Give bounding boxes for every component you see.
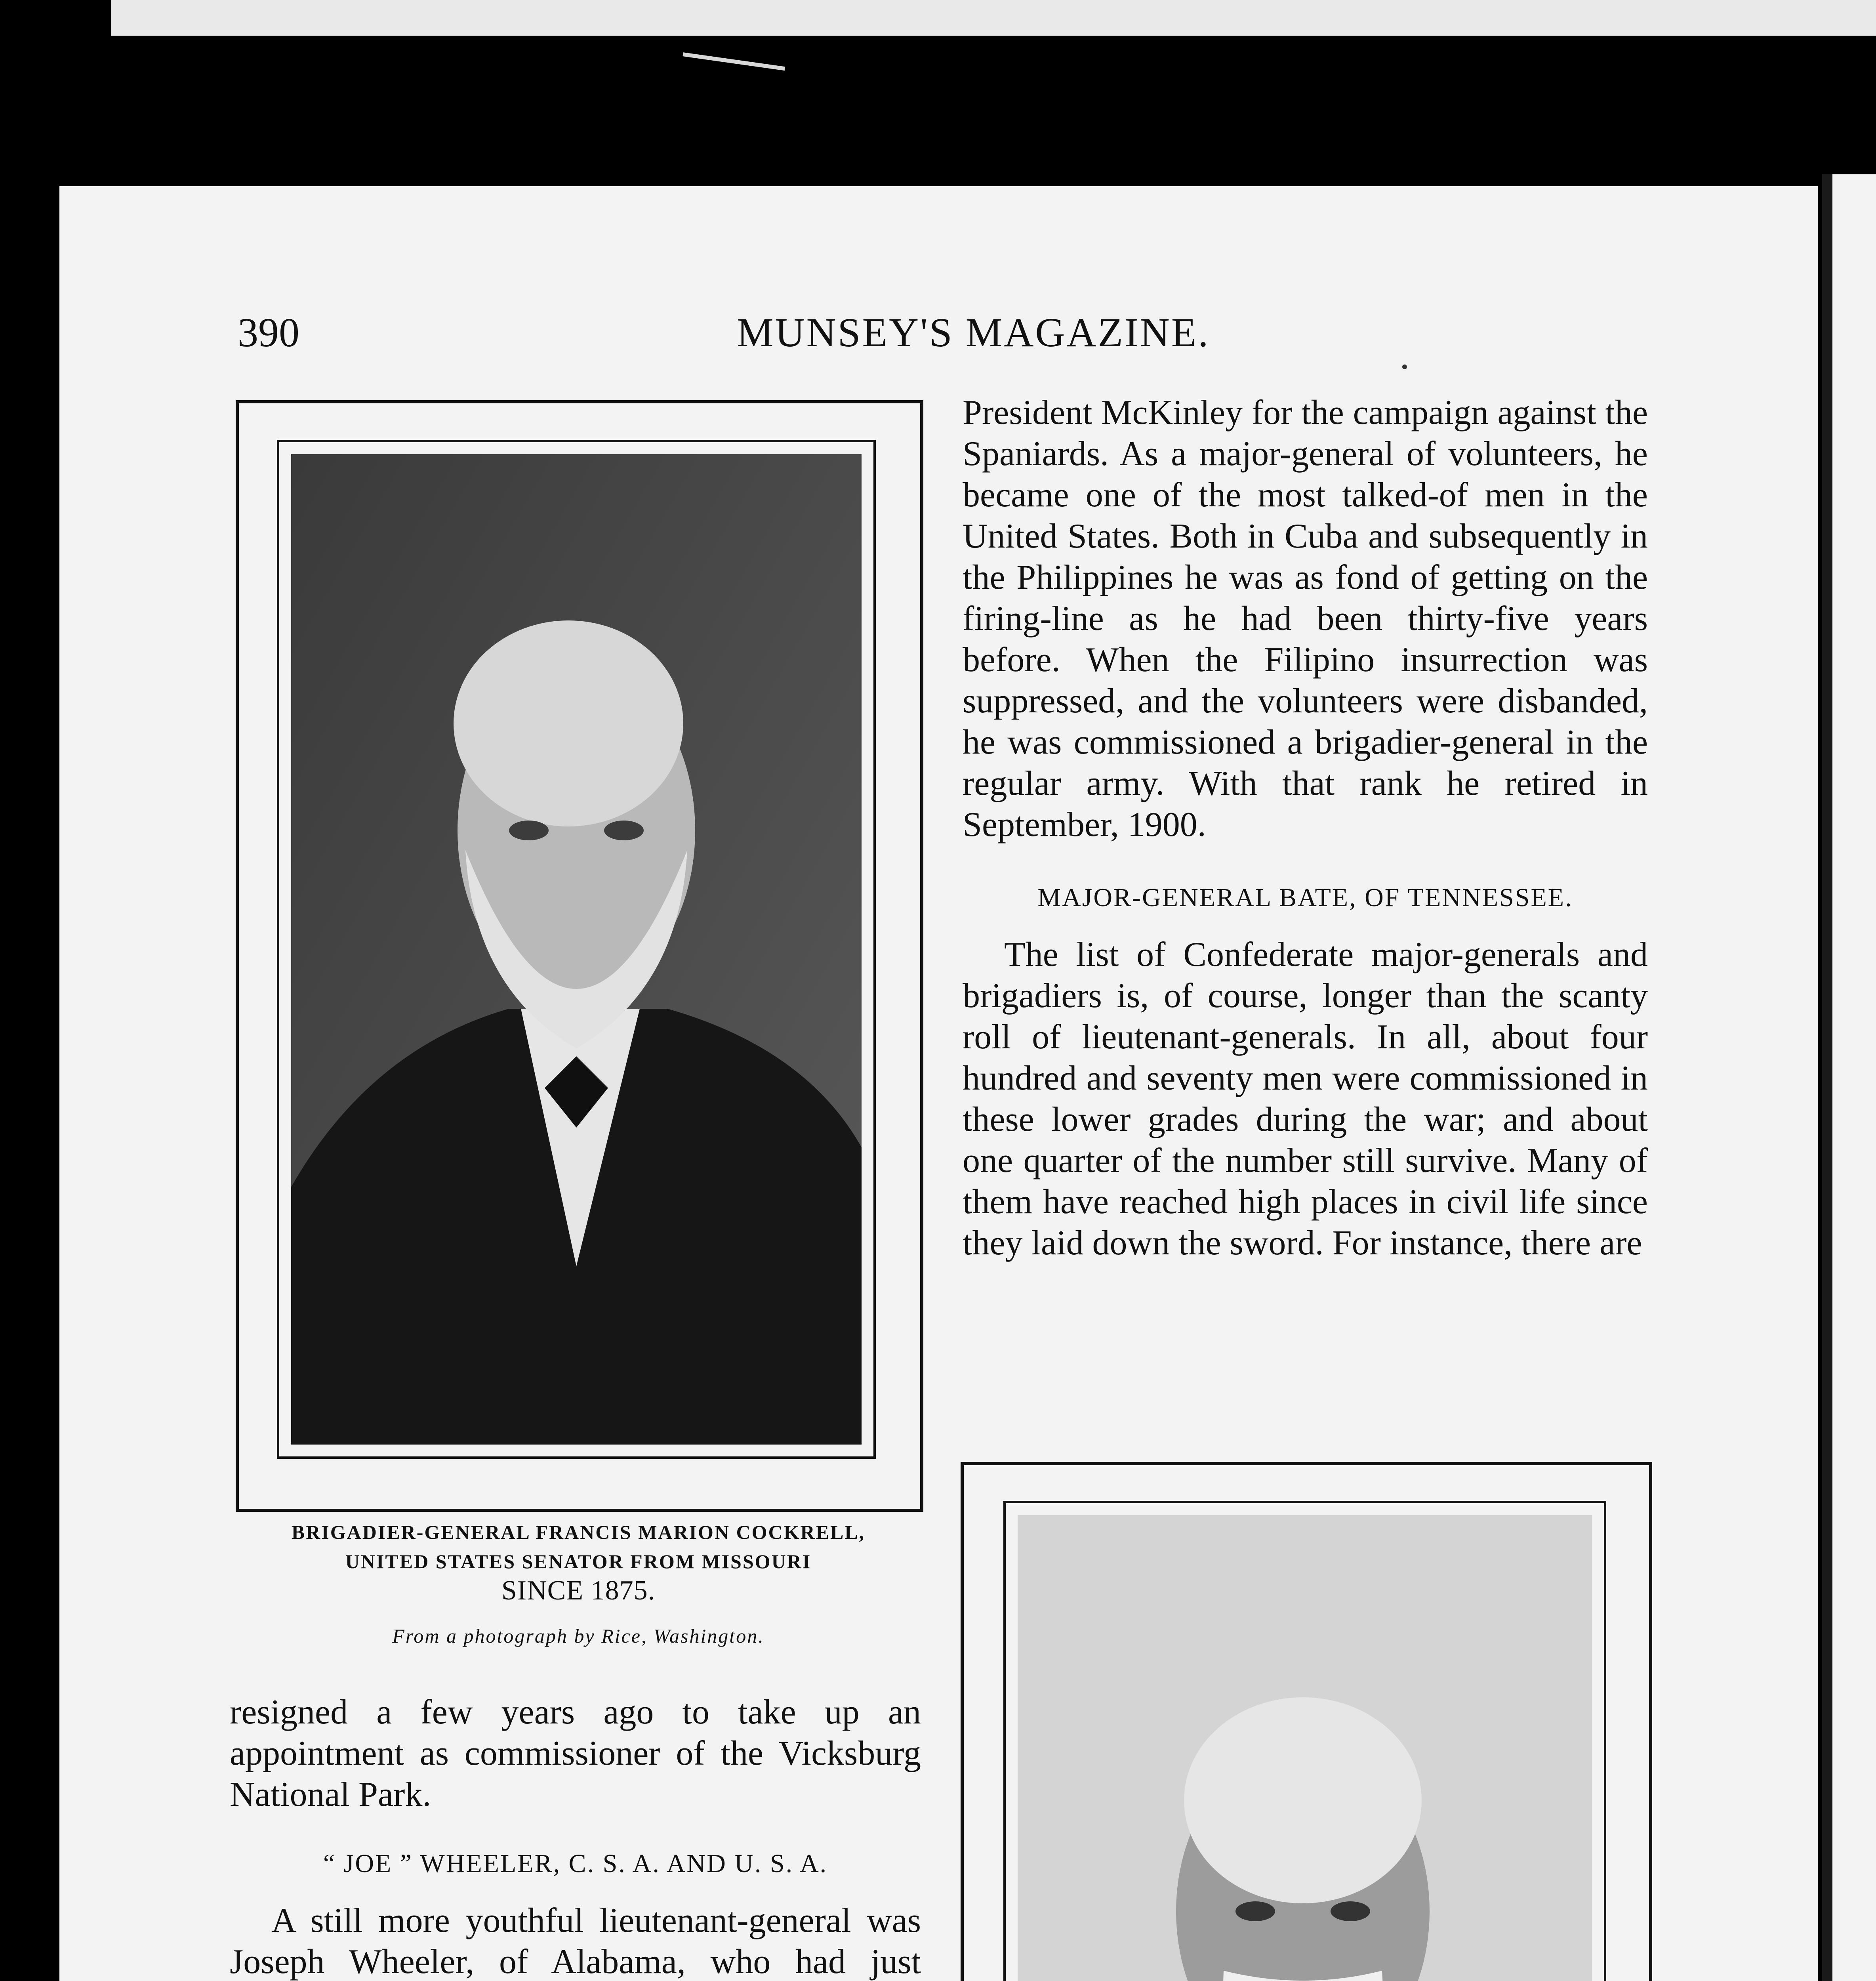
page-number: 390: [238, 310, 299, 355]
previous-page-strip: [111, 0, 1876, 36]
plate-inner-frame: [1003, 1501, 1606, 1981]
caption-line: BRIGADIER-GENERAL FRANCIS MARION COCKRELL,: [291, 1521, 866, 1543]
portrait-photo-cockrell: [291, 454, 862, 1445]
caption-cockrell: [222, 1517, 935, 1605]
ink-speck: [1402, 365, 1407, 369]
article-column-left: [230, 1692, 921, 1981]
caption-line: UNITED STATES SENATOR FROM MISSOURI: [345, 1550, 812, 1573]
photo-credit-cockrell: From a photograph by Rice, Washington.: [392, 1625, 765, 1647]
portrait-plate-cockrell: [236, 400, 923, 1512]
article-paragraph: The list of Confederate major-generals and brigadiers is, of course, longer than the scanty roll of lieutenant-generals. In all, about four hundred and seventy men were commissioned in these lower grades during the war; and about one quarter of the number still survive. Many of them have reached high places in civil life since they laid down the sword. For instance, there are: [963, 935, 1648, 1262]
article-paragraph: resigned a few years ago to take up an appointment as commissioner of the Vicksburg National Park.: [230, 1693, 921, 1814]
section-heading: “ JOE ” WHEELER, C. S. A. AND U. S. A.: [323, 1849, 828, 1878]
portrait-photo-pettus: [1018, 1515, 1592, 1981]
portrait-plate-pettus: [961, 1462, 1652, 1981]
article-paragraph: President McKinley for the campaign against the Spaniards. As a major-general of volunteers, he became one of the most talked-of men in the United States. Both in Cuba and subsequently in the Philippines he was as fond of getting on the firing-line as he had been thirty-five years before. When the Filipino insurrection was suppressed, and the volunteers were disbanded, he was commissioned a brigadier-general in the regular army. With that rank he retired in September, 1900.: [963, 393, 1648, 844]
stray-pencil-mark: [681, 52, 785, 86]
caption-line: SINCE 1875.: [501, 1575, 656, 1606]
section-heading: MAJOR-GENERAL BATE, OF TENNESSEE.: [1037, 883, 1573, 912]
plate-inner-frame: [277, 440, 876, 1459]
facing-page-edge: [1822, 174, 1876, 1981]
magazine-title: MUNSEY'S MAGAZINE.: [737, 310, 1210, 355]
article-column-right: [963, 392, 1648, 1264]
article-paragraph: A still more youthful lieutenant-general was Joseph Wheeler, of Alabama, who had just: [230, 1901, 921, 1981]
